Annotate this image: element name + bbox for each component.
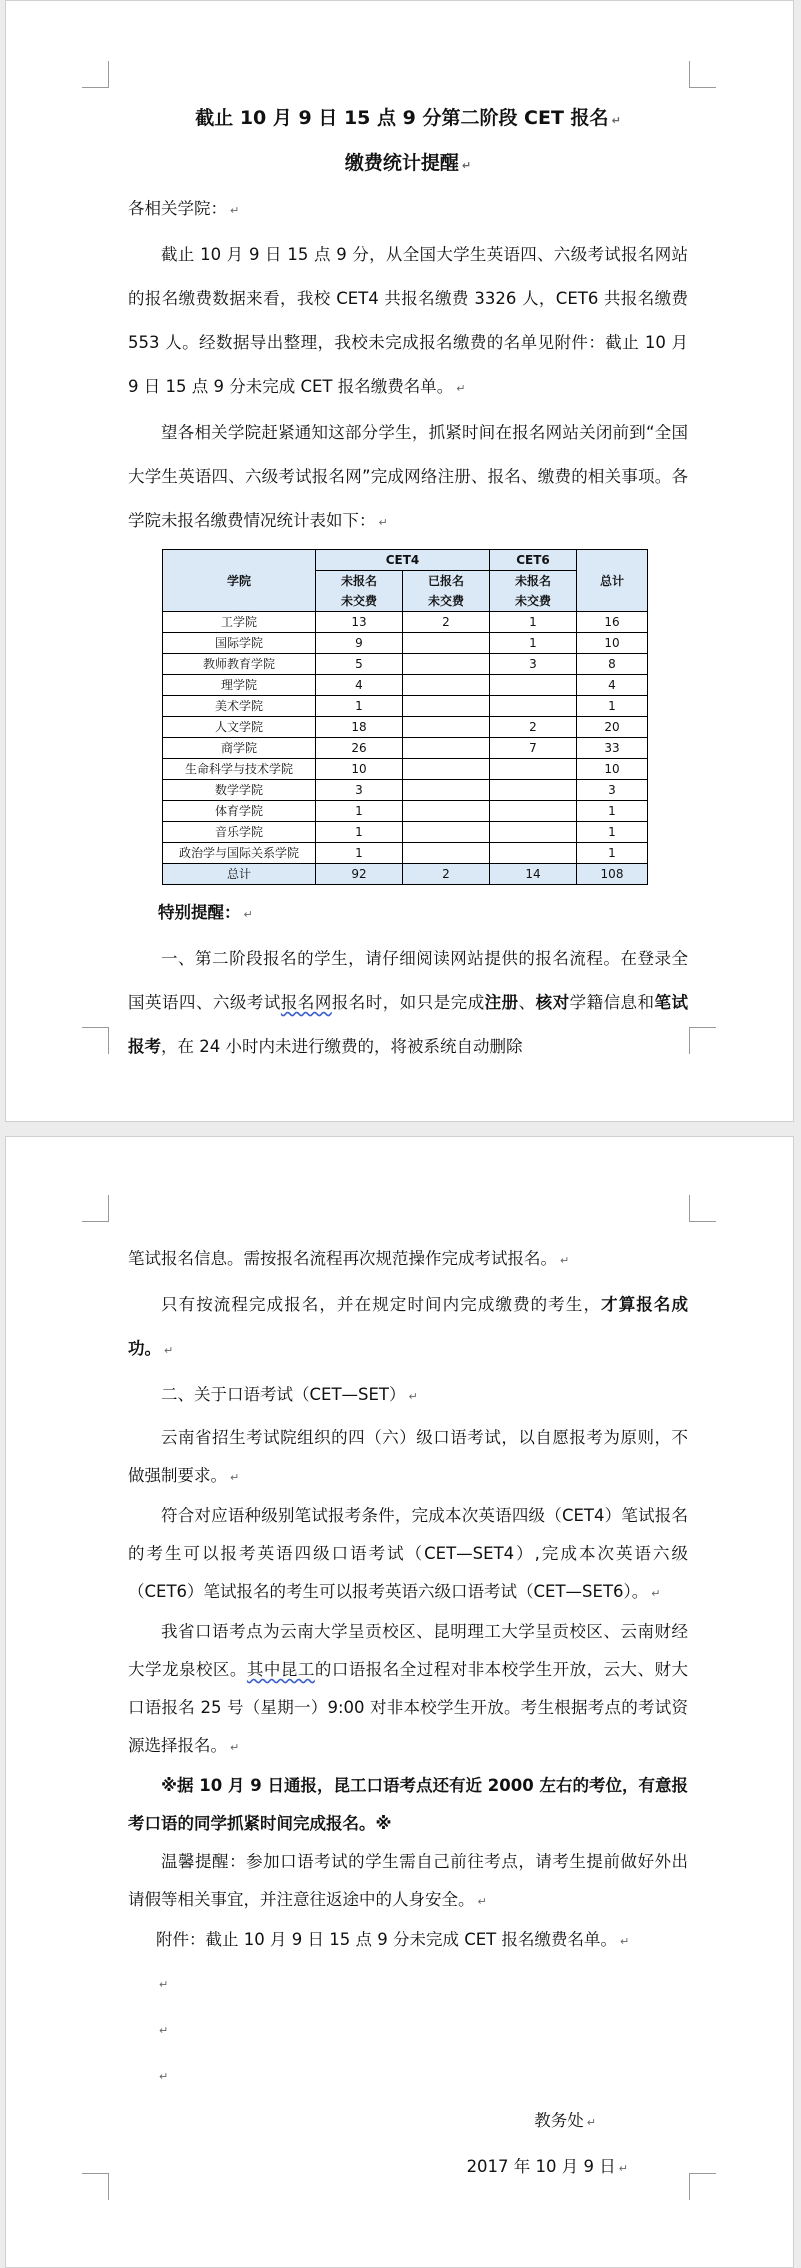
table-row	[163, 633, 648, 654]
table-row	[163, 696, 648, 717]
cet4-unregistered-cell: 1	[316, 822, 403, 843]
total-cell: 1	[577, 822, 648, 843]
total-cell: 1	[577, 843, 648, 864]
col-header-cet6: CET6	[490, 550, 577, 571]
total-cell: 33	[577, 738, 648, 759]
college-cell: 生命科学与技术学院	[163, 759, 316, 780]
margin-corner-mark	[689, 61, 716, 88]
col-header-cet6-unregistered: 未报名 未交费	[490, 571, 577, 612]
cet4-registered-cell: 2	[403, 612, 490, 633]
margin-corner-mark	[82, 61, 109, 88]
col-header-college: 学院	[163, 550, 316, 612]
college-cell: 工学院	[163, 612, 316, 633]
paragraph-urgent-notice: ※据 10 月 9 日通报，昆工口语考点还有近 2000 左右的考位，有意报考口语的同学抓紧时间完成报名。※	[128, 1776, 688, 1833]
page-2-body	[128, 1237, 688, 2191]
document-page-1	[5, 0, 794, 1122]
col-header-cet4-unregistered: 未报名 未交费	[316, 571, 403, 612]
total-cell: 4	[577, 675, 648, 696]
margin-corner-mark	[689, 1027, 716, 1054]
empty-line: ↵	[159, 2070, 169, 2083]
cet4-registered-cell	[403, 822, 490, 843]
college-cell: 音乐学院	[163, 822, 316, 843]
margin-corner-mark	[689, 1195, 716, 1222]
cet4-registered-cell	[403, 759, 490, 780]
cet4-registered-cell	[403, 633, 490, 654]
cet4-registered-cell: 2	[403, 864, 490, 885]
margin-corner-mark	[82, 1027, 109, 1054]
cet6-unregistered-cell: 7	[490, 738, 577, 759]
cet6-unregistered-cell: 14	[490, 864, 577, 885]
col-header-cet4-registered: 已报名 未交费	[403, 571, 490, 612]
cet4-unregistered-cell: 10	[316, 759, 403, 780]
paragraph-oral-1: 云南省招生考试院组织的四（六）级口语考试，以自愿报考为原则，不做强制要求。 ↵	[128, 1428, 688, 1485]
cet4-unregistered-cell: 4	[316, 675, 403, 696]
cet6-unregistered-cell: 1	[490, 612, 577, 633]
college-cell: 理学院	[163, 675, 316, 696]
total-cell: 108	[577, 864, 648, 885]
total-cell: 1	[577, 696, 648, 717]
margin-corner-mark	[82, 1195, 109, 1222]
college-cell: 教师教育学院	[163, 654, 316, 675]
unpaid-statistics-table	[162, 549, 648, 885]
cet6-unregistered-cell	[490, 675, 577, 696]
signature-organization: 教务处 ↵	[534, 2111, 596, 2130]
cet6-unregistered-cell	[490, 759, 577, 780]
cet4-unregistered-cell: 3	[316, 780, 403, 801]
salutation: 各相关学院： ↵	[128, 199, 240, 218]
cet4-registered-cell	[403, 717, 490, 738]
empty-line: ↵	[159, 2024, 169, 2037]
cet6-unregistered-cell	[490, 843, 577, 864]
table-row	[163, 675, 648, 696]
cet4-unregistered-cell: 92	[316, 864, 403, 885]
college-cell: 数学学院	[163, 780, 316, 801]
total-cell: 10	[577, 759, 648, 780]
table-body	[163, 612, 648, 885]
cet4-registered-cell	[403, 843, 490, 864]
document-title-line-2: 缴费统计提醒 ↵	[344, 152, 472, 174]
col-header-total: 总计	[577, 550, 648, 612]
signature-date: 2017 年 10 月 9 日 ↵	[466, 2157, 628, 2176]
cet4-unregistered-cell: 1	[316, 801, 403, 822]
margin-corner-mark	[689, 2173, 716, 2200]
paragraph-warm-reminder: 温馨提醒：参加口语考试的学生需自己前往考点，请考生提前做好外出请假等相关事宜，并注意往返途中的人身安全。 ↵	[128, 1852, 688, 1909]
college-cell: 国际学院	[163, 633, 316, 654]
paragraph-oral-2: 符合对应语种级别笔试报考条件，完成本次英语四级（CET4）笔试报名的考生可以报考英语四级口语考试（CET—SET4）,完成本次英语六级（CET6）笔试报名的考生可以报考英语六级口语考试（CET—SET6）。 ↵	[128, 1506, 688, 1601]
cet4-unregistered-cell: 9	[316, 633, 403, 654]
total-cell: 1	[577, 801, 648, 822]
paragraph-statistics: 截止 10 月 9 日 15 点 9 分，从全国大学生英语四、六级考试报名网站的报名缴费数据来看，我校 CET4 共报名缴费 3326 人，CET6 共报名缴费 553 人。经数据导出整理，我校未完成报名缴费的名单见附件：截止 10 月 9 日 15 点 9 分未完成 CET 报名缴费名单。 ↵	[128, 245, 688, 396]
table-row	[163, 780, 648, 801]
cet6-unregistered-cell: 2	[490, 717, 577, 738]
table-row	[163, 801, 648, 822]
document-title-line-1: 截止 10 月 9 日 15 点 9 分第二阶段 CET 报名 ↵	[195, 107, 621, 129]
cet6-unregistered-cell	[490, 822, 577, 843]
cet6-unregistered-cell	[490, 696, 577, 717]
paragraph-oral-3: 我省口语考点为云南大学呈贡校区、昆明理工大学呈贡校区、云南财经大学龙泉校区。其中昆工的口语报名全过程对非本校学生开放，云大、财大口语报名 25 号（星期一）9:00 对非本校学生开放。考生根据考点的考试资源选择报名。 ↵	[128, 1622, 688, 1755]
total-cell: 20	[577, 717, 648, 738]
cet4-unregistered-cell: 13	[316, 612, 403, 633]
paragraph-continuation: 笔试报名信息。需按报名流程再次规范操作完成考试报名。 ↵	[128, 1249, 570, 1268]
table-row	[163, 759, 648, 780]
cet6-unregistered-cell	[490, 780, 577, 801]
table-row	[163, 738, 648, 759]
cet4-unregistered-cell: 1	[316, 843, 403, 864]
cet4-unregistered-cell: 1	[316, 696, 403, 717]
college-cell: 人文学院	[163, 717, 316, 738]
cet6-unregistered-cell: 3	[490, 654, 577, 675]
cet4-unregistered-cell: 26	[316, 738, 403, 759]
total-cell: 3	[577, 780, 648, 801]
special-reminder-heading: 特别提醒： ↵	[158, 903, 253, 922]
cet4-unregistered-cell: 18	[316, 717, 403, 738]
college-cell: 体育学院	[163, 801, 316, 822]
table-row	[163, 717, 648, 738]
spellcheck-underlined-text: 其中昆工	[246, 1660, 315, 1679]
margin-corner-mark	[82, 2173, 109, 2200]
table-total-row	[163, 864, 648, 885]
cet4-registered-cell	[403, 801, 490, 822]
document-page-2	[5, 1136, 794, 2268]
college-cell: 美术学院	[163, 696, 316, 717]
college-cell: 总计	[163, 864, 316, 885]
total-cell: 10	[577, 633, 648, 654]
paragraph-point-1: 一、第二阶段报名的学生，请仔细阅读网站提供的报名流程。在登录全国英语四、六级考试报名网报名时，如只是完成注册、核对学籍信息和笔试报考，在 24 小时内未进行缴费的，将被系统自动删除	[128, 949, 688, 1056]
paragraph-point-2-heading: 二、关于口语考试（CET—SET） ↵	[161, 1385, 418, 1404]
cet4-unregistered-cell: 5	[316, 654, 403, 675]
table-row	[163, 822, 648, 843]
table-row	[163, 612, 648, 633]
empty-line: ↵	[159, 1978, 169, 1991]
total-cell: 16	[577, 612, 648, 633]
col-header-cet4: CET4	[316, 550, 490, 571]
paragraph-completion: 只有按流程完成报名，并在规定时间内完成缴费的考生，才算报名成功。 ↵	[128, 1295, 689, 1358]
table-row	[163, 843, 648, 864]
college-cell: 商学院	[163, 738, 316, 759]
cet4-registered-cell	[403, 780, 490, 801]
spellcheck-underlined-text: 报名网	[280, 993, 332, 1012]
cet6-unregistered-cell	[490, 801, 577, 822]
paragraph-attachment: 附件：截止 10 月 9 日 15 点 9 分未完成 CET 报名缴费名单。 ↵	[156, 1930, 630, 1949]
cet4-registered-cell	[403, 654, 490, 675]
college-cell: 政治学与国际关系学院	[163, 843, 316, 864]
page-1-body	[128, 97, 688, 1069]
cet6-unregistered-cell: 1	[490, 633, 577, 654]
paragraph-notice: 望各相关学院赶紧通知这部分学生，抓紧时间在报名网站关闭前到“全国大学生英语四、六级考试报名网”完成网络注册、报名、缴费的相关事项。各学院未报名缴费情况统计表如下： ↵	[128, 423, 688, 530]
total-cell: 8	[577, 654, 648, 675]
cet4-registered-cell	[403, 675, 490, 696]
cet4-registered-cell	[403, 696, 490, 717]
cet4-registered-cell	[403, 738, 490, 759]
table-row	[163, 654, 648, 675]
